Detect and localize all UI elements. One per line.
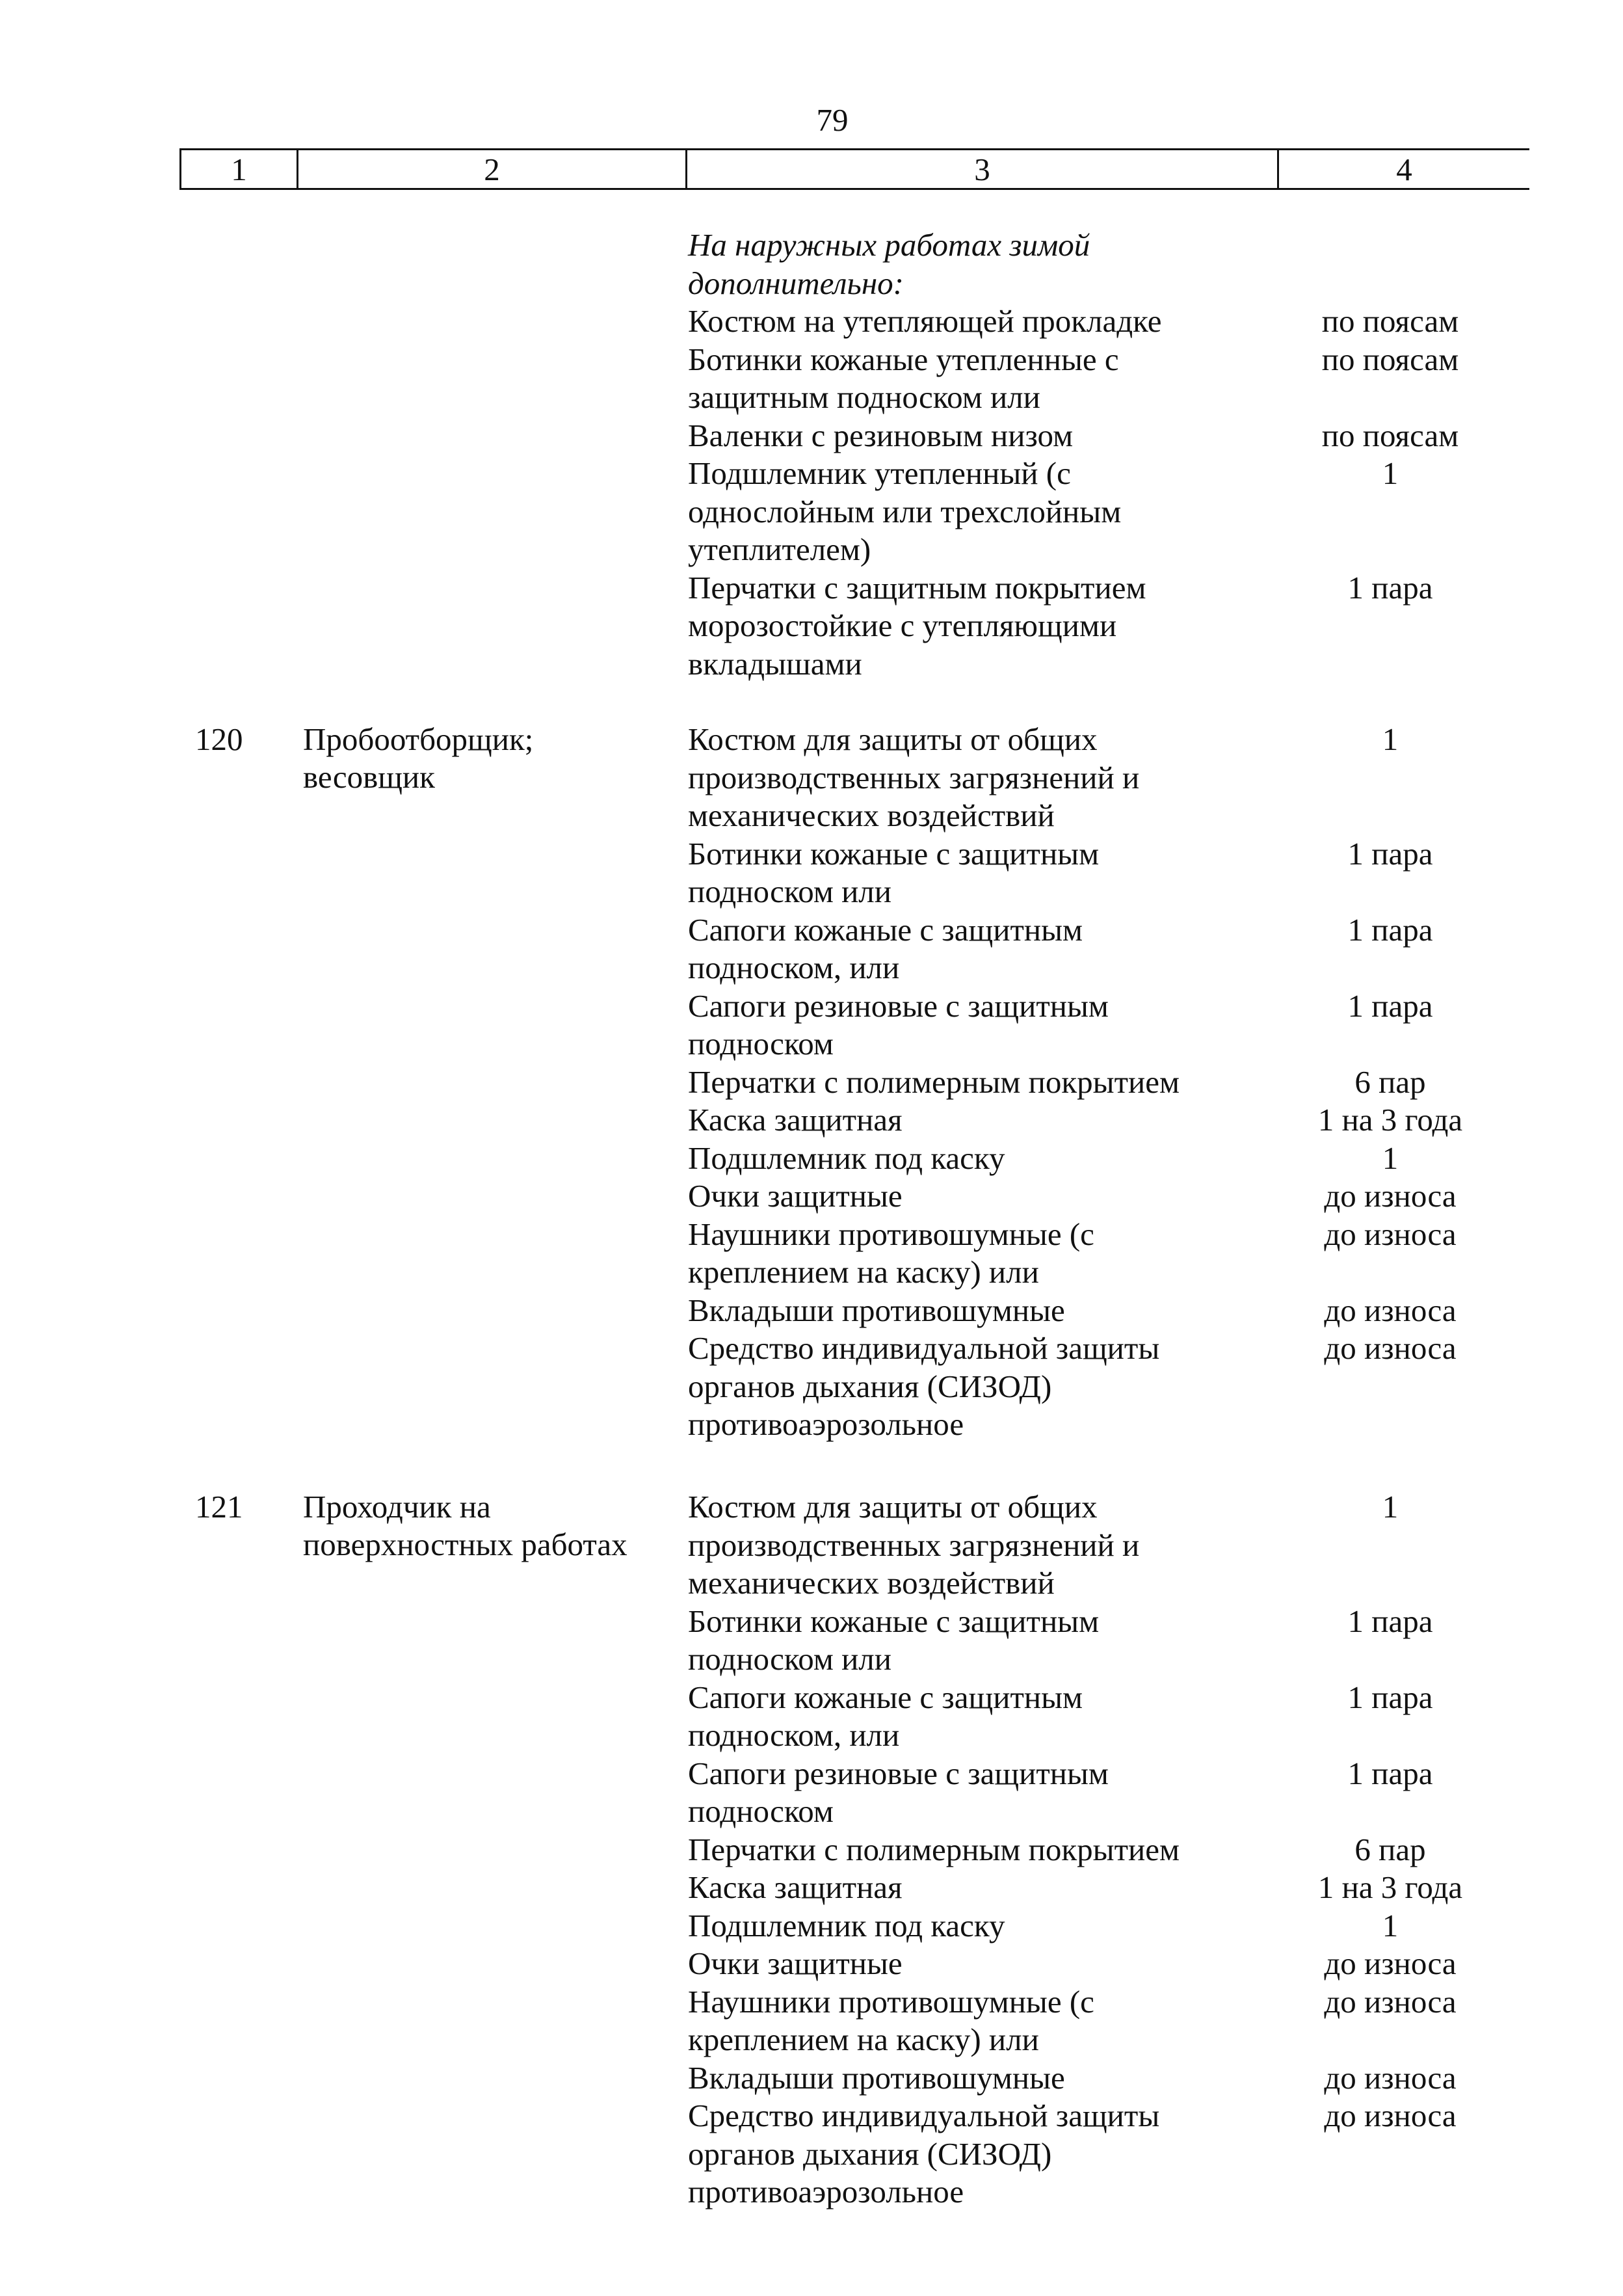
- list-item: [688, 911, 1533, 987]
- list-item: [688, 1755, 1533, 1831]
- column-header-1: 1: [179, 150, 297, 188]
- item-name: Подшлемник под каску: [688, 1907, 1005, 1943]
- page-number: 79: [816, 102, 849, 138]
- list-item: [688, 455, 1533, 569]
- item-norm: до износа: [1324, 2098, 1457, 2133]
- item-name: Перчатки с защитным покрытием морозостойкие с утепляющими вкладышами: [688, 569, 1146, 682]
- item-name: Подшлемник под каску: [688, 1140, 1005, 1176]
- item-norm: до износа: [1324, 2059, 1457, 2096]
- list-item: [688, 1679, 1533, 1755]
- list-item: [688, 569, 1533, 684]
- item-norm: до износа: [1324, 1292, 1457, 1328]
- item-name: Сапоги резиновые с защитным подноском: [688, 1755, 1109, 1829]
- list-item: [688, 1292, 1533, 1330]
- item-name: Костюм для защиты от общих производственных загрязнений и механических воздействий: [688, 721, 1140, 833]
- winter-subheading: На наружных работах зимой дополнительно:: [688, 227, 1090, 301]
- column-header-3: 3: [685, 150, 1277, 188]
- item-norm: по поясам: [1321, 303, 1459, 339]
- list-item: [688, 417, 1533, 455]
- item-name: Подшлемник утепленный (с однослойным или трехслойным утеплителем): [688, 455, 1122, 567]
- list-item: [688, 2097, 1533, 2211]
- row-number: 120: [195, 721, 243, 757]
- item-norm: 1 на 3 года: [1317, 1869, 1463, 1905]
- item-norm: 6 пар: [1354, 1831, 1426, 1867]
- row-number: 121: [195, 1489, 243, 1525]
- item-norm: 1 на 3 года: [1317, 1102, 1463, 1138]
- item-norm: 1: [1382, 1907, 1399, 1943]
- item-norm: по поясам: [1321, 417, 1459, 453]
- item-name: Сапоги кожаные с защитным подноском, или: [688, 1679, 1083, 1753]
- item-name: Средство индивидуальной защиты органов дыхания (СИЗОД) противоаэрозольное: [688, 2098, 1160, 2209]
- item-name: Очки защитные: [688, 1945, 903, 1981]
- item-norm: 1: [1382, 1140, 1399, 1176]
- item-norm: 6 пар: [1354, 1063, 1426, 1100]
- item-name: Очки защитные: [688, 1178, 903, 1214]
- item-norm: 1 пара: [1347, 835, 1433, 872]
- item-norm: по поясам: [1321, 341, 1459, 377]
- item-norm: до износа: [1324, 1945, 1457, 1981]
- item-name: Костюм для защиты от общих производственных загрязнений и механических воздействий: [688, 1489, 1140, 1601]
- item-name: Ботинки кожаные с защитным подноском или: [688, 1603, 1100, 1677]
- ppe-item-list: [688, 1488, 1533, 2211]
- item-norm: 1: [1382, 721, 1399, 757]
- item-name: Ботинки кожаные утепленные с защитным подноском или: [688, 341, 1119, 415]
- list-item: [688, 835, 1533, 911]
- item-name: Средство индивидуальной защиты органов дыхания (СИЗОД) противоаэрозольное: [688, 1330, 1160, 1442]
- list-item: [688, 1907, 1533, 1945]
- item-norm: 1 пара: [1347, 1755, 1433, 1791]
- item-norm: 1 пара: [1347, 911, 1433, 948]
- list-item: [688, 1329, 1533, 1444]
- item-norm: до износа: [1324, 1216, 1457, 1252]
- list-item: [688, 1983, 1533, 2059]
- list-item: [688, 1140, 1533, 1178]
- column-header-row: [179, 148, 1529, 190]
- list-item: [688, 1945, 1533, 1983]
- item-norm: 1 пара: [1347, 987, 1433, 1024]
- item-norm: 1 пара: [1347, 569, 1433, 606]
- list-item: [688, 1603, 1533, 1679]
- item-name: Ботинки кожаные с защитным подноском или: [688, 835, 1100, 909]
- item-norm: 1: [1382, 455, 1399, 491]
- item-norm: до износа: [1324, 1983, 1457, 2020]
- list-item: [688, 1216, 1533, 1292]
- winter-item-list: [688, 226, 1533, 683]
- list-item: [688, 721, 1533, 835]
- item-norm: 1 пара: [1347, 1679, 1433, 1715]
- item-name: Каска защитная: [688, 1869, 903, 1905]
- item-name: Сапоги кожаные с защитным подноском, или: [688, 911, 1083, 985]
- item-name: Перчатки с полимерным покрытием: [688, 1831, 1180, 1867]
- list-item: [688, 2059, 1533, 2098]
- item-norm: 1: [1382, 1489, 1399, 1525]
- column-header-4: 4: [1277, 150, 1529, 188]
- item-name: Каска защитная: [688, 1102, 903, 1138]
- list-item: [688, 1063, 1533, 1102]
- list-item: [688, 1101, 1533, 1140]
- list-item: [688, 1177, 1533, 1216]
- item-norm: 1 пара: [1347, 1603, 1433, 1639]
- profession-name: Пробоотборщик; весовщик: [303, 721, 534, 795]
- list-item: [688, 1869, 1533, 1907]
- item-name: Вкладыши противошумные: [688, 2059, 1065, 2096]
- item-norm: до износа: [1324, 1330, 1457, 1366]
- list-item: [688, 987, 1533, 1063]
- list-item: [688, 341, 1533, 417]
- item-name: Костюм на утепляющей прокладке: [688, 303, 1162, 339]
- item-name: Валенки с резиновым низом: [688, 417, 1074, 453]
- item-norm: до износа: [1324, 1178, 1457, 1214]
- item-name: Вкладыши противошумные: [688, 1292, 1065, 1328]
- item-name: Наушники противошумные (с креплением на каску) или: [688, 1983, 1094, 2057]
- list-item: [688, 302, 1533, 341]
- item-name: Сапоги резиновые с защитным подноском: [688, 987, 1109, 1061]
- ppe-item-list: [688, 721, 1533, 1444]
- profession-name: Проходчик на поверхностных работах: [303, 1489, 627, 1562]
- item-name: Перчатки с полимерным покрытием: [688, 1063, 1180, 1100]
- item-name: Наушники противошумные (с креплением на каску) или: [688, 1216, 1094, 1290]
- column-header-2: 2: [297, 150, 685, 188]
- list-item: [688, 1488, 1533, 1603]
- list-item: [688, 1831, 1533, 1869]
